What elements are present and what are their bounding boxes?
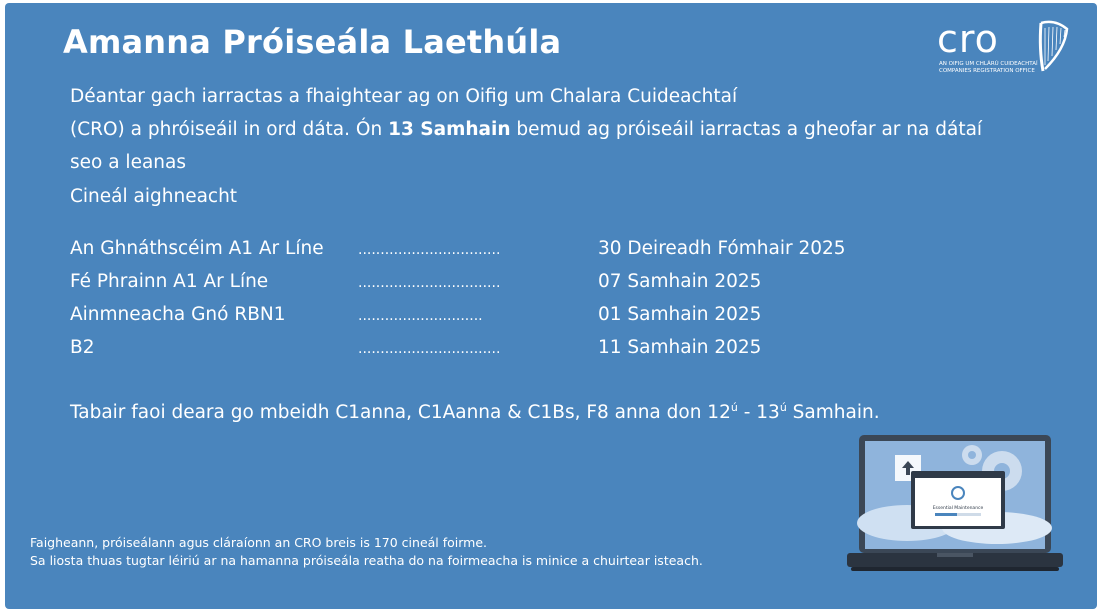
footer-line-1: Faigheann, próiseálann agus cláraíonn an CRO breis is 170 cineál foirme.	[30, 535, 488, 550]
notice-superscript: ú	[779, 401, 787, 414]
row-date: 01 Samhain 2025	[598, 304, 762, 325]
notice-part: - 13	[737, 402, 780, 424]
row-label: Fé Phrainn A1 Ar Líne	[70, 271, 269, 292]
intro-text-1: Déantar gach iarractas a fhaightear ag on Oifig um Chalara Cuideachtaí	[70, 86, 738, 107]
laptop-maintenance-illustration	[847, 433, 1063, 573]
row-leader-dots: ............................	[358, 308, 483, 324]
harp-icon	[1035, 19, 1071, 75]
row-date: 11 Samhain 2025	[598, 337, 762, 358]
announcement-panel	[5, 3, 1097, 609]
row-label: B2	[70, 337, 95, 358]
logo-subtitle-irish: AN OIFIG UM CHLÁRÚ CUIDEACHTAÍ	[939, 61, 1038, 67]
notice-text	[70, 401, 880, 423]
row-label: An Ghnáthscéim A1 Ar Líne	[70, 238, 324, 259]
footer-line-2: Sa liosta thuas tugtar léiriú ar na hamanna próiseála reatha do na foirmeacha is minice a chuirtear isteach.	[30, 553, 703, 568]
submission-type-heading: Cineál aighneacht	[70, 186, 238, 207]
row-leader-dots: ................................	[358, 341, 501, 357]
intro-text-2: (CRO) a phróiseáil in ord dáta. Ón	[70, 119, 389, 140]
row-label: Ainmneacha Gnó RBN1	[70, 304, 286, 325]
row-date: 30 Deireadh Fómhair 2025	[598, 238, 846, 259]
row-date: 07 Samhain 2025	[598, 271, 762, 292]
notice-part: Samhain.	[786, 402, 880, 424]
page-title: Amanna Próiseála Laethúla	[63, 23, 562, 61]
logo-mark: cro	[937, 17, 999, 61]
intro-date-highlight: 13 Samhain	[388, 119, 511, 140]
row-leader-dots: ................................	[358, 242, 501, 258]
intro-paragraph	[70, 80, 1010, 179]
intro-text-3: bemud ag próiseáil iarractas a gheofar ar na dátaí seo a leanas	[70, 119, 983, 173]
notice-superscript: ú	[730, 401, 738, 414]
row-leader-dots: ................................	[358, 275, 501, 291]
laptop-screen-text: Essential Maintenance	[932, 506, 984, 511]
logo-subtitle-english: COMPANIES REGISTRATION OFFICE	[939, 68, 1035, 74]
cro-logo	[937, 17, 1077, 77]
notice-part: Tabair faoi deara go mbeidh C1anna, C1Aanna & C1Bs, F8 anna don 12	[70, 402, 731, 424]
